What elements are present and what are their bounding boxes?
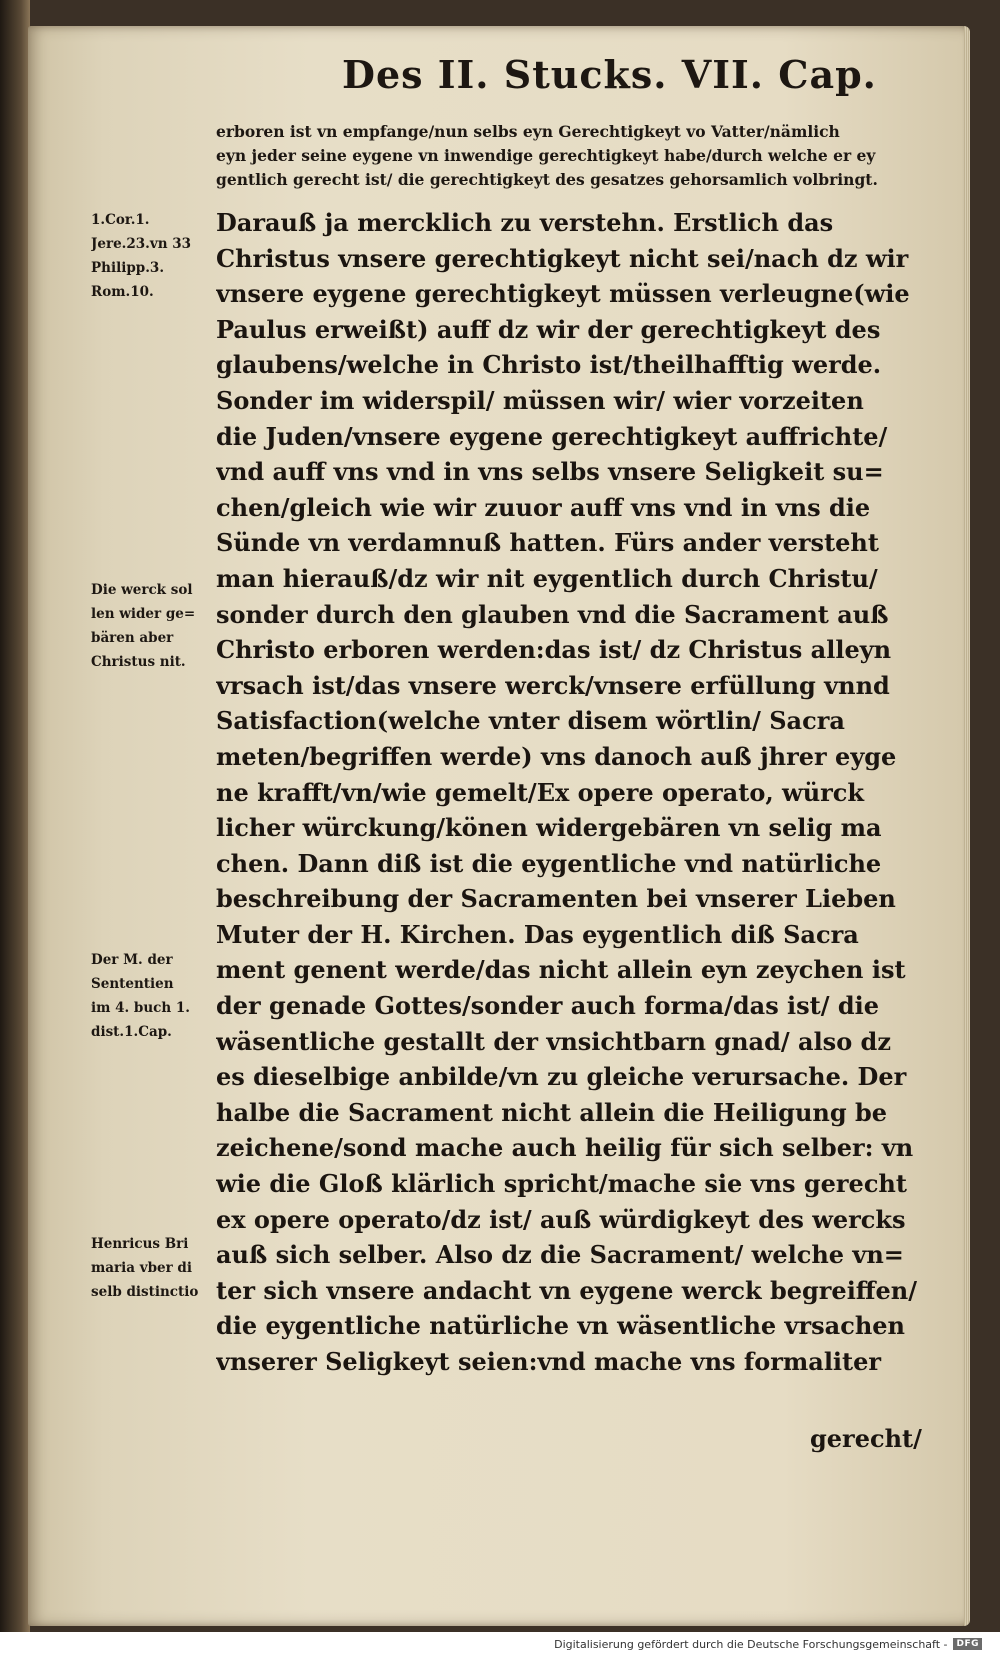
funding-credit-text: Digitalisierung gefördert durch die Deutsche Forschungsgemeinschaft - — [554, 1637, 948, 1651]
text-line: beschreibung der Sacramenten bei vnserer Lieben — [216, 884, 896, 914]
note-line: im 4. buch 1. — [91, 1000, 190, 1016]
text-line: Sünde vn verdamnuß hatten. Fürs ander versteht — [216, 528, 879, 558]
text-line: ment genent werde/das nicht allein eyn zeychen ist — [216, 955, 906, 985]
text-line: Paulus erweißt) auff dz wir der gerechtigkeyt des — [216, 314, 881, 344]
text-line: ex opere operato/dz ist/ auß würdigkeyt des wercks — [216, 1204, 906, 1234]
text-line: sonder durch den glauben vnd die Sacrament auß — [216, 599, 889, 629]
footer-credit-bar — [554, 1636, 982, 1652]
page-edge — [964, 26, 970, 1626]
marginal-note-werck — [91, 578, 226, 674]
text-line: die Juden/vnsere eygene gerechtigkeyt auffrichte/ — [216, 421, 888, 451]
text-line: der genade Gottes/sonder auch forma/das ist/ die — [216, 991, 880, 1021]
note-line: bären aber — [91, 630, 174, 646]
book-binding — [0, 0, 30, 1632]
text-line: Muter der H. Kirchen. Das eygentlich diß Sacra — [216, 919, 859, 949]
note-line: 1.Cor.1. — [91, 212, 150, 228]
text-line: ne krafft/vn/wie gemelt/Ex opere operato, würck — [216, 777, 865, 807]
note-line: maria vber di — [91, 1260, 192, 1276]
note-line: dist.1.Cap. — [91, 1024, 172, 1040]
note-line: Philipp.3. — [91, 260, 165, 276]
text-line: Darauß ja mercklich zu verstehn. Erstlich das — [216, 208, 834, 237]
text-line: ter sich vnsere andacht vn eygene werck begreiffen/ — [216, 1275, 917, 1305]
intro-line: eyn jeder seine eygene vn inwendige gerechtigkeyt habe/durch welche er ey — [216, 146, 876, 165]
intro-paragraph — [216, 120, 916, 192]
note-line: Sententien — [91, 976, 174, 992]
text-line: glaubens/welche in Christo ist/theilhafftig werde. — [216, 350, 882, 380]
running-header: Des II. Stucks. VII. Cap. — [342, 52, 877, 97]
text-line: chen. Dann diß ist die eygentliche vnd natürliche — [216, 848, 882, 878]
marginal-note-henricus — [91, 1232, 226, 1304]
note-line: len wider ge= — [91, 606, 196, 622]
text-line: chen/gleich wie wir zuuor auff vns vnd in vns die — [216, 492, 871, 522]
text-line: wäsentliche gestallt der vnsichtbarn gnad/ also dz — [216, 1026, 891, 1056]
text-line: wie die Gloß klärlich spricht/mache sie vns gerecht — [216, 1169, 907, 1199]
text-line: vnd auff vns vnd in vns selbs vnsere Seligkeit su= — [216, 457, 884, 487]
text-line: Christus vnsere gerechtigkeyt nicht sei/nach dz wir — [216, 243, 909, 273]
dfg-logo: DFG — [953, 1638, 982, 1650]
text-line: die eygentliche natürliche vn wäsentliche vrsachen — [216, 1311, 905, 1341]
catchword: gerecht/ — [810, 1424, 922, 1453]
text-line: vnsere eygene gerechtigkeyt müssen verleugne(wie — [216, 279, 910, 309]
text-line: man hierauß/dz wir nit eygentlich durch Christu/ — [216, 563, 878, 593]
text-line: Satisfaction(welche vnter disem wörtlin/ Sacra — [216, 706, 845, 736]
text-line: vnserer Seligkeyt seien:vnd mache vns formaliter — [216, 1347, 882, 1376]
text-line: Sonder im widerspil/ müssen wir/ wier vorzeiten — [216, 385, 864, 415]
note-line: Henricus Bri — [91, 1236, 189, 1252]
text-line: halbe die Sacrament nicht allein die Heiligung be — [216, 1097, 888, 1127]
marginal-note-sententien — [91, 948, 226, 1044]
note-line: Christus nit. — [91, 654, 186, 670]
text-line: meten/begriffen werde) vns danoch auß jhrer eyge — [216, 741, 897, 771]
text-line: vrsach ist/das vnsere werck/vnsere erfüllung vnnd — [216, 670, 890, 700]
intro-line: erboren ist vn empfange/nun selbs eyn Gerechtigkeyt vo Vatter/nämlich — [216, 122, 840, 141]
main-text-block — [216, 205, 941, 1380]
note-line: Jere.23.vn 33 — [91, 236, 192, 252]
note-line: selb distinctio — [91, 1284, 199, 1300]
text-line: auß sich selber. Also dz die Sacrament/ welche vn= — [216, 1240, 904, 1270]
note-line: Rom.10. — [91, 284, 154, 300]
marginal-note-references — [91, 208, 226, 304]
text-line: zeichene/sond mache auch heilig für sich selber: vn — [216, 1133, 914, 1163]
intro-line: gentlich gerecht ist/ die gerechtigkeyt des gesatzes gehorsamlich volbringt. — [216, 170, 878, 189]
note-line: Die werck sol — [91, 582, 193, 598]
text-line: Christo erboren werden:das ist/ dz Christus alleyn — [216, 635, 892, 665]
note-line: Der M. der — [91, 952, 173, 968]
text-line: licher würckung/könen widergebären vn selig ma — [216, 813, 882, 843]
text-line: es dieselbige anbilde/vn zu gleiche verursache. Der — [216, 1062, 907, 1092]
